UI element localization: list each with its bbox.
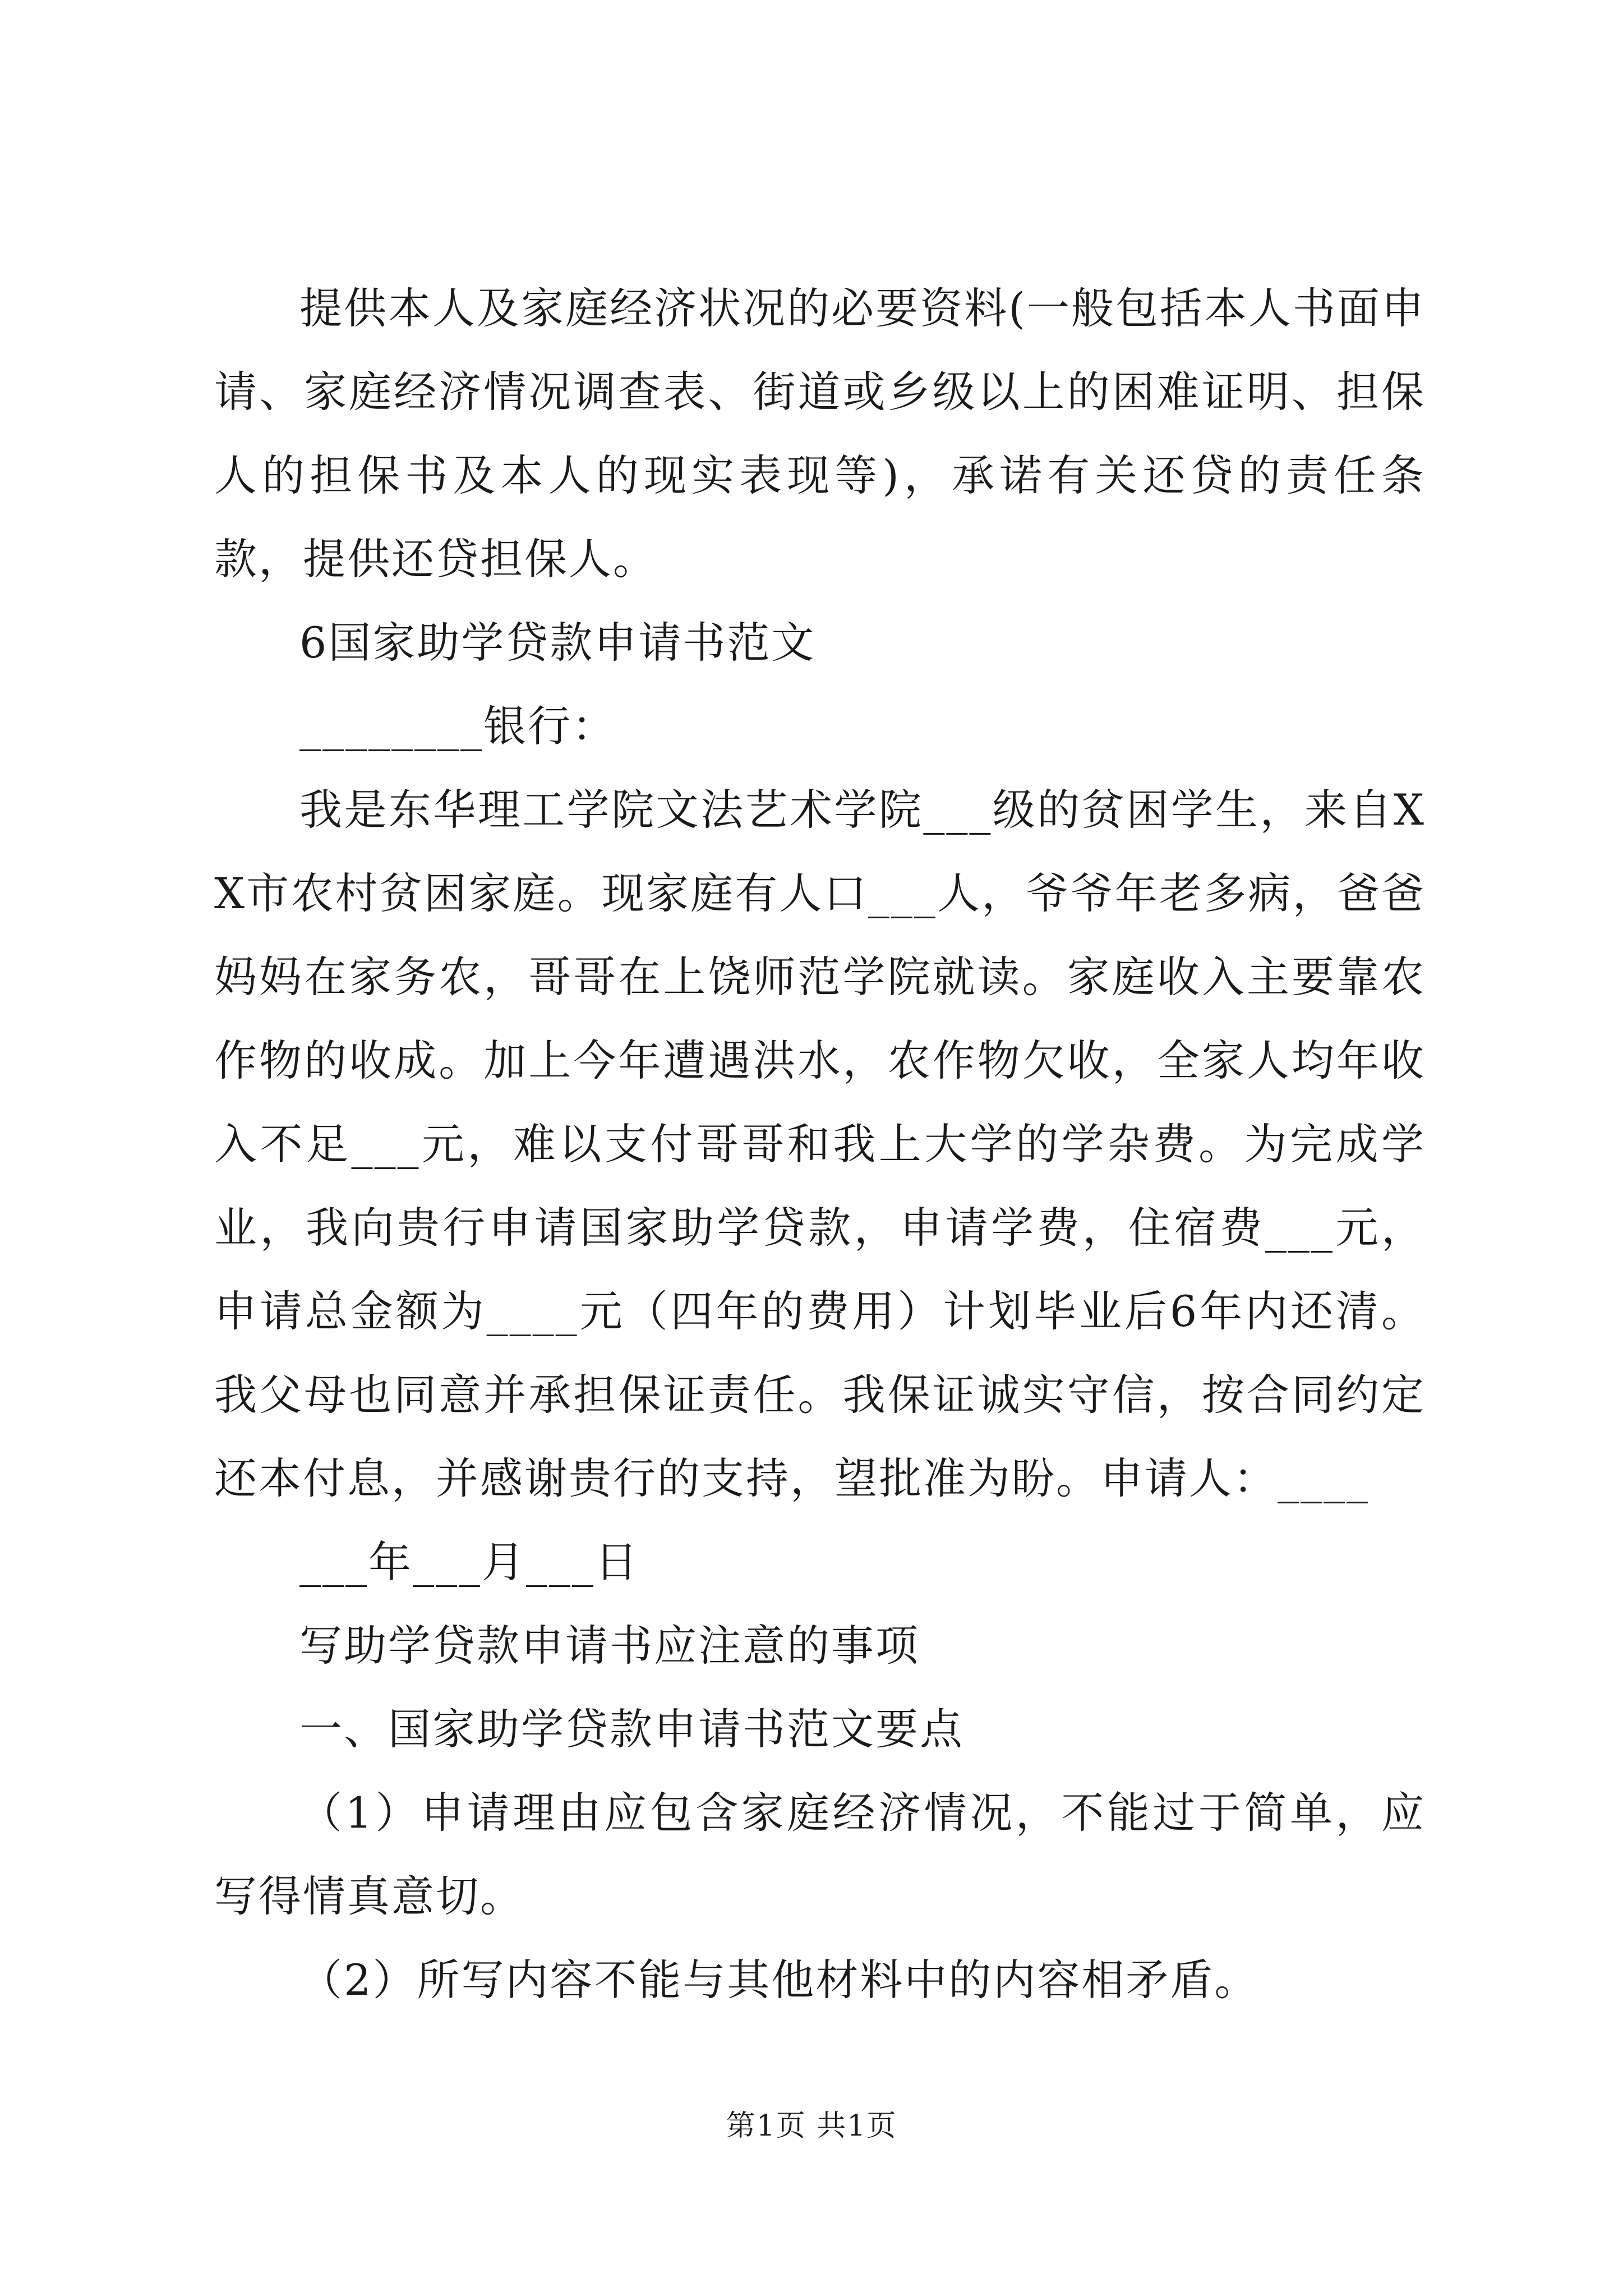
paragraph-application-body: 我是东华理工学院文法艺术学院___级的贫困学生，来自XX市农村贫困家庭。现家庭有人口___人，爷爷年老多病，爸爸妈妈在家务农，哥哥在上饶师范学院就读。家庭收入主要靠农作物的收成。加上今年遭遇洪水，农作物欠收，全家人均年收入不足___元，难以支付哥哥和我上大学的学杂费。为完成学业，我向贵行申请国家助学贷款，申请学费，住宿费___元，申请总金额为____元（四年的费用）计划毕业后6年内还清。我父母也同意并承担保证责任。我保证诚实守信，按合同约定还本付息，并感谢贵行的支持，望批准为盼。申请人：____ (214, 785, 1426, 1503)
list-item-point-2: （2）所写内容不能与其他材料中的内容相矛盾。 (299, 1955, 1259, 2005)
document-body (214, 266, 1426, 2022)
paragraph-materials: 提供本人及家庭经济状况的必要资料(一般包括本人书面申请、家庭经济情况调查表、街道或乡级以上的困难证明、担保人的担保书及本人的现实表现等)，承诺有关还贷的责任条款，提供还贷担保人。 (214, 283, 1426, 584)
list-item-point-1: （1）申请理由应包含家庭经济情况，不能过于简单，应写得情真意切。 (214, 1788, 1426, 1921)
page-number-footer: 第1页 共1页 (726, 2109, 897, 2143)
letter-salutation: ________银行： (299, 701, 616, 751)
section-heading-key-points: 一、国家助学贷款申请书范文要点 (299, 1704, 964, 1754)
date-line: ___年___月___日 (299, 1537, 639, 1587)
section-heading-sample: 6国家助学贷款申请书范文 (299, 618, 816, 668)
section-heading-notes: 写助学贷款申请书应注意的事项 (299, 1621, 920, 1671)
